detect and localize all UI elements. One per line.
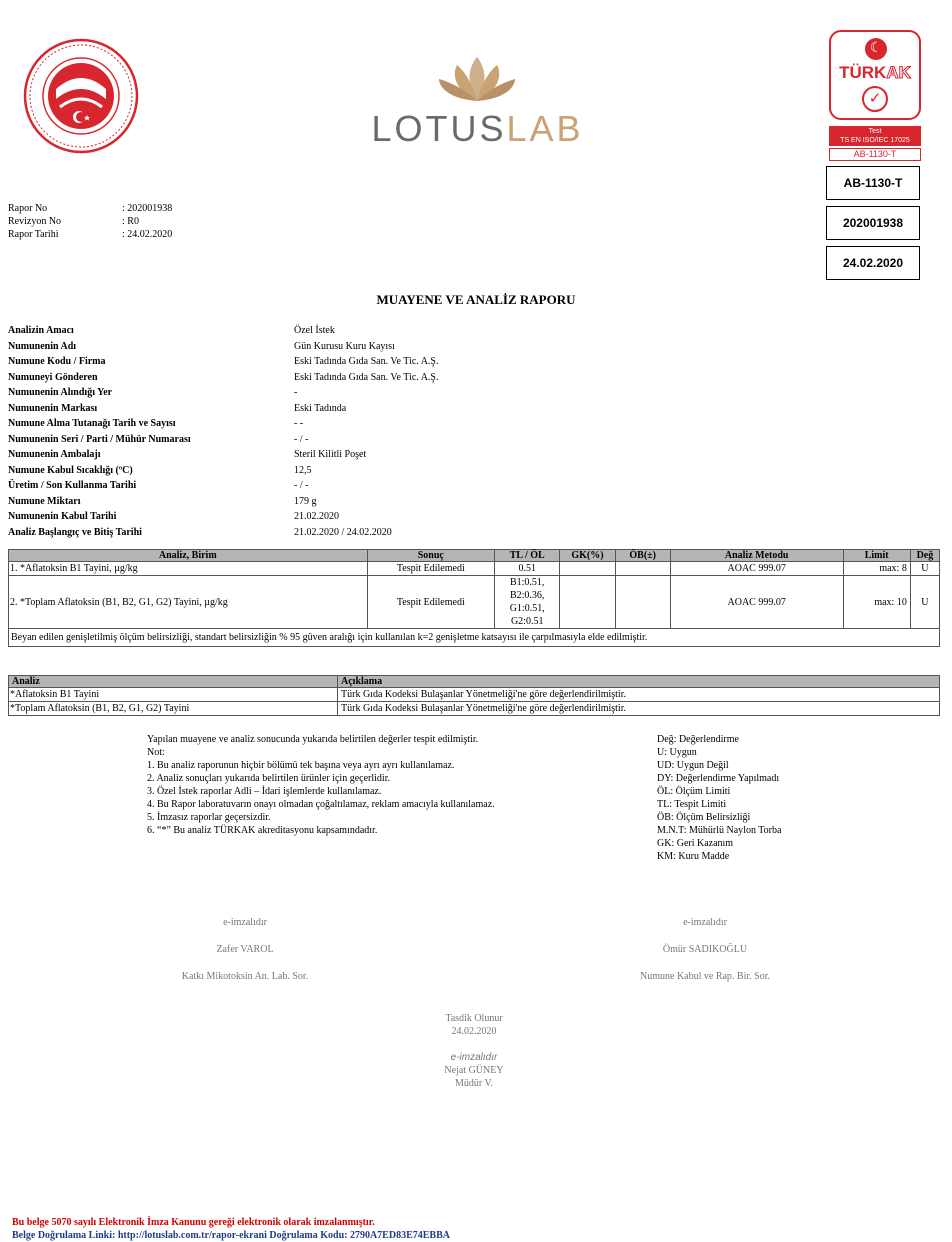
sample-info-row [8,385,439,401]
sample-info-value: Steril Kilitli Poşet [294,449,367,461]
results-table [8,549,940,647]
note-line: 2. Analiz sonuçları yukarıda belirtilen ürünler için geçerlidir. [147,773,390,784]
signature-right-esign: e-imzalıdır [683,917,727,928]
sample-info-label: Numunenin Ambalajı [8,449,101,461]
sample-info-label: Üretim / Son Kullanma Tarihi [8,480,137,492]
result-deg: U [910,576,939,629]
sample-info-value: Özel İstek [294,325,335,337]
sample-info-value: - - [294,418,304,430]
result-tl-line: G2:0.51 [510,616,544,627]
page-title: MUAYENE VE ANALİZ RAPORU [376,292,576,307]
result-analysis: 2. *Toplam Aflatoksin (B1, B2, G1, G2) Tayini, µg/kg [9,576,368,629]
signature-left [140,916,350,983]
approval-signature [374,1012,574,1090]
explanation-col-analysis: Analiz [9,676,338,688]
sample-info-value: 12,5 [294,464,312,476]
col-method: Analiz Metodu [670,550,843,562]
table-row [9,702,940,716]
footer-esign-notice: Bu belge 5070 sayılı Elektronik İmza Kanunu gereği elektronik olarak imzalanmıştır. [12,1217,375,1228]
approval-date: 24.02.2020 [451,1026,497,1037]
col-analysis: Analiz, Birim [9,550,368,562]
crescent-star-icon: ☾ [865,38,887,60]
col-ob: ÖB(±) [615,550,670,562]
footer-verification-link[interactable]: Belge Doğrulama Linki: http://lotuslab.com.tr/rapor-ekrani Doğrulama Kodu: 2790A7ED83E74EBBA [12,1230,450,1241]
result-tl [495,576,560,629]
legend-line: M.N.T: Mühürlü Naylon Torba [657,825,782,836]
sample-info-value: 21.02.2020 [294,511,339,523]
result-deg: U [910,562,939,576]
sample-info-row [8,432,439,448]
legend-line: ÖB: Ölçüm Belirsizliği [657,812,751,823]
result-tl-line: B1:0.51, [509,577,545,588]
col-gk: GK(%) [560,550,615,562]
report-date-value: : 24.02.2020 [122,229,173,240]
note-line: 6. “*” Bu analiz TÜRKAK akreditasyonu kapsamındadır. [147,825,378,836]
sample-info-row [8,525,439,541]
sample-info-row [8,463,439,479]
sample-info-row [8,323,439,339]
revision-no-label: Revizyon No [8,216,62,227]
turkak-standard: TS EN ISO/IEC 17025 [840,137,910,144]
sample-info-value: Eski Tadında [294,402,347,414]
abbreviation-legend [657,733,857,863]
sample-info-label: Numunenin Kabul Tarihi [8,511,117,523]
result-limit: max: 8 [843,562,910,576]
col-limit: Limit [843,550,910,562]
explanation-desc: Türk Gıda Kodeksi Bulaşanlar Yönetmeliği'ne göre değerlendirilmiştir. [338,702,940,716]
explanation-desc: Türk Gıda Kodeksi Bulaşanlar Yönetmeliği'ne göre değerlendirilmiştir. [338,688,940,702]
sample-info-label: Numuneyi Gönderen [8,371,98,383]
legend-line: Değ: Değerlendirme [657,734,739,745]
sample-info-value: - / - [294,480,309,492]
signature-left-name: Zafer VAROL [216,944,274,955]
turkak-brand-2: AK [886,63,911,82]
explanation-table [8,675,940,716]
signature-right-name: Ömür SADIKOĞLU [662,944,748,955]
result-tl-line: 0.51 [518,563,536,574]
uncertainty-footnote: Beyan edilen genişletilmiş ölçüm belirsizliği, standart belirsizliğin % 95 güven aralığı için kullanılan k=2 genişletme katsayısı ile çarpılmasıyla elde edilmiştir. [9,629,940,647]
sample-info-row [8,494,439,510]
revision-no-value: : R0 [122,216,139,227]
explanation-col-desc: Açıklama [338,676,940,688]
report-date-box: 24.02.2020 [826,246,920,280]
sample-info-label: Numune Kabul Sıcaklığı (ºC) [8,464,133,476]
result-method: AOAC 999.07 [670,562,843,576]
signature-left-title: Katkı Mikotoksin An. Lab. Sor. [181,971,309,982]
approval-esign: e-imzalıdır [450,1052,498,1063]
sample-info-table [8,323,439,540]
result-analysis: 1. *Aflatoksin B1 Tayini, µg/kg [9,562,368,576]
result-ob [615,562,670,576]
legend-line: U: Uygun [657,747,697,758]
sample-info-label: Analizin Amacı [8,325,74,337]
table-row [9,688,940,702]
ministry-seal [22,37,140,155]
note-line: 3. Özel İstek raporlar Adli – İdari işlemlerde kullanılamaz. [147,786,382,797]
result-gk [560,576,615,629]
signature-right-title: Numune Kabul ve Rap. Bir. Sor. [640,971,770,982]
turkak-brand-1: TÜRK [839,63,887,82]
sample-info-label: Numunenin Adı [8,340,77,352]
explanation-analysis: *Toplam Aflatoksin (B1, B2, G1, G2) Tayini [9,702,338,716]
sample-info-label: Numunenin Seri / Parti / Mühür Numarası [8,433,191,445]
report-no-label: Rapor No [8,203,48,214]
note-line: 5. İmzasız raporlar geçersizdir. [147,812,271,823]
accreditation-code-box: AB-1130-T [826,166,920,200]
approval-name: Nejat GÜNEY [444,1065,504,1076]
lotus-flower-icon [345,55,610,105]
note-line: Not: [147,747,165,758]
sample-info-row [8,370,439,386]
sample-info-row [8,354,439,370]
legend-line: UD: Uygun Değil [657,760,729,771]
sample-info-label: Numune Miktarı [8,495,81,507]
signature-left-esign: e-imzalıdır [223,917,267,928]
sample-info-value: - [294,387,298,399]
table-row [9,576,940,629]
legend-line: ÖL: Ölçüm Limiti [657,786,731,797]
sample-info-value: Eski Tadında Gıda San. Ve Tic. A.Ş. [294,356,439,368]
logo-text-lab: LAB [506,108,584,149]
result-tl-line: B2:0.36, [509,590,545,601]
result-gk [560,562,615,576]
approval-title: Müdür V. [455,1078,493,1089]
col-tl: TL / ÖL [495,550,560,562]
logo-text-lotus: LOTUS [371,108,507,149]
approval-label: Tasdik Olunur [445,1013,503,1024]
result-method: AOAC 999.07 [670,576,843,629]
sample-info-label: Numune Alma Tutanağı Tarih ve Sayısı [8,418,176,430]
signature-right [590,916,820,983]
sample-info-value: Eski Tadında Gıda San. Ve Tic. A.Ş. [294,371,439,383]
sample-info-row [8,339,439,355]
result-value: Tespit Edilemedi [367,562,495,576]
note-line: 4. Bu Rapor laboratuvarın onayı olmadan çoğaltılamaz, reklam amacıyla kullanılamaz. [147,799,495,810]
sample-info-row [8,416,439,432]
lotuslab-logo [345,55,610,149]
report-meta [8,202,172,241]
legend-line: GK: Geri Kazanım [657,838,734,849]
legend-line: TL: Tespit Limiti [657,799,727,810]
sample-info-row [8,401,439,417]
notes [147,733,637,837]
sample-info-row [8,509,439,525]
col-deg: Değ [910,550,939,562]
legend-line: KM: Kuru Madde [657,851,730,862]
sample-info-label: Numune Kodu / Firma [8,356,106,368]
sample-info-label: Numunenin Markası [8,402,98,414]
result-tl [495,562,560,576]
header-right-boxes [826,166,920,280]
turkak-test-label: Test [868,128,882,135]
result-ob [615,576,670,629]
report-number-box: 202001938 [826,206,920,240]
sample-info-value: Gün Kurusu Kuru Kayısı [294,340,395,352]
report-date-label: Rapor Tarihi [8,229,59,240]
turkak-code: AB-1130-T [829,148,921,161]
sample-info-row [8,447,439,463]
legend-line: DY: Değerlendirme Yapılmadı [657,773,780,784]
result-tl-line: G1:0.51, [509,603,545,614]
explanation-analysis: *Aflatoksin B1 Tayini [9,688,338,702]
result-limit: max: 10 [843,576,910,629]
col-result: Sonuç [367,550,495,562]
sample-info-value: 21.02.2020 / 24.02.2020 [294,526,392,538]
check-icon: ✓ [862,86,888,112]
sample-info-label: Numunenin Alındığı Yer [8,387,113,399]
note-line: 1. Bu analiz raporunun hiçbir bölümü tek başına veya ayrı ayrı kullanılamaz. [147,760,455,771]
sample-info-value: 179 g [294,495,317,507]
report-no-value: : 202001938 [122,203,173,214]
sample-info-row [8,478,439,494]
turkak-badge [829,30,921,164]
table-row [9,562,940,576]
note-line: Yapılan muayene ve analiz sonucunda yukarıda belirtilen değerler tespit edilmiştir. [147,734,479,745]
result-value: Tespit Edilemedi [367,576,495,629]
sample-info-value: - / - [294,433,309,445]
sample-info-label: Analiz Başlangıç ve Bitiş Tarihi [8,526,142,538]
